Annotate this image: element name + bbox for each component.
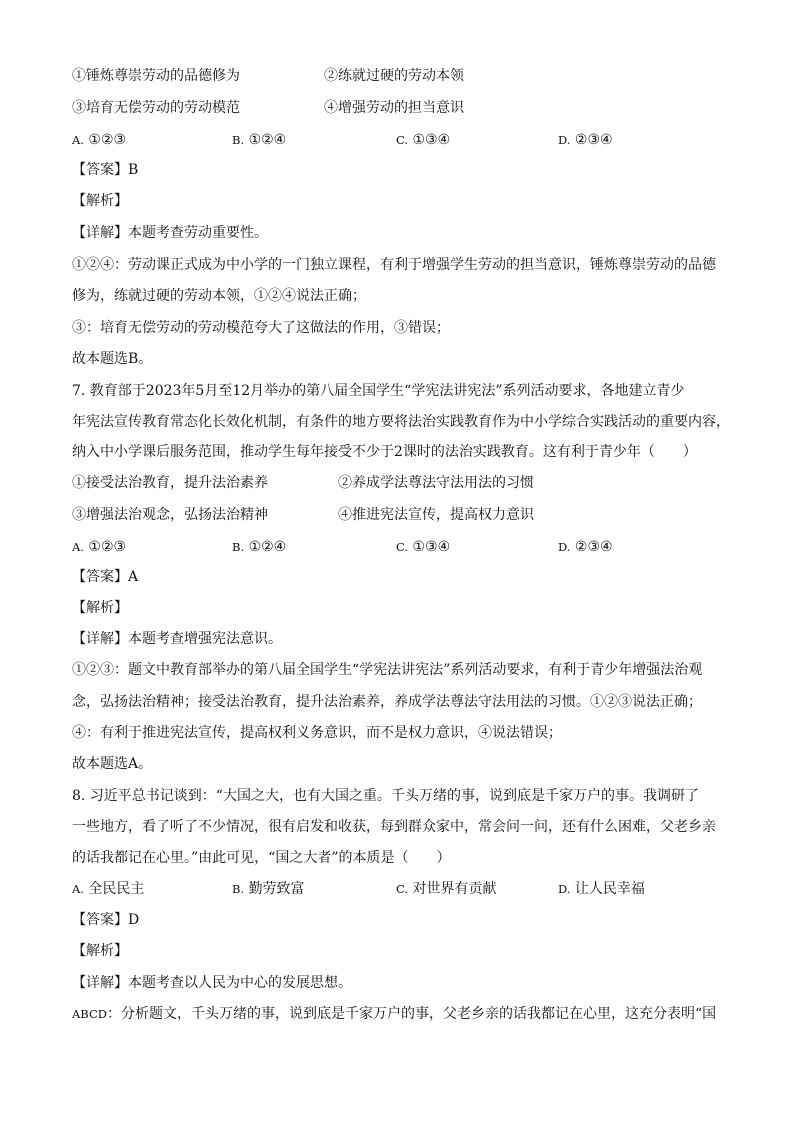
q7-choice-b — [232, 537, 286, 557]
q8-choice-b — [232, 879, 305, 899]
choice-letter: B. — [232, 133, 245, 147]
q6-statement-4: ④增强劳动的担当意识 — [324, 100, 464, 116]
q7-statement-2: ②养成学法尊法守法用法的习惯 — [338, 475, 534, 491]
q8-choice-d — [558, 879, 645, 899]
choice-text: 对世界有贡献 — [412, 881, 497, 897]
choice-text: ①③④ — [412, 132, 451, 148]
q7-stem-line-2: 年宪法宣传教育常态化长效化机制，有条件的地方要将法治实践教育作为中小学综合实践活动的重要内容， — [72, 414, 730, 430]
choice-text: ②③④ — [574, 132, 613, 148]
choice-text: 全民民主 — [88, 881, 145, 897]
q7-answer: 【答案】A — [72, 569, 139, 585]
choice-text: ②③④ — [574, 539, 613, 555]
choice-text: 让人民幸福 — [574, 881, 645, 897]
q7-explanation-line-2: 念，弘扬法治精神；接受法治教育，提升法治素养，养成学法尊法守法用法的习惯。①②③说法正确； — [72, 694, 702, 710]
q7-statement-3: ③增强法治观念，弘扬法治精神 — [72, 507, 268, 523]
q6-analysis-label: 【解析】 — [72, 193, 128, 209]
q7-analysis-label: 【解析】 — [72, 600, 128, 616]
q6-explanation-line-2: 修为，练就过硬的劳动本领，①②④说法正确； — [72, 288, 366, 304]
q8-stem-line-2: 一些地方，看了听了不少情况，很有启发和收获，每到群众家中，常会问一问，还有什么困难，父老乡亲 — [72, 819, 716, 835]
q7-choice-d — [558, 537, 613, 557]
choice-letter: D. — [558, 133, 571, 147]
q8-explanation-line-1 — [72, 1004, 716, 1024]
q8-choice-c — [396, 879, 497, 899]
q7-stem-line-1: 7. 教育部于2023年5月至12月举办的第八届全国学生“学宪法讲宪法”系列活动要求，各地建立青少 — [72, 383, 685, 399]
choice-text: 勤劳致富 — [248, 881, 305, 897]
choice-text: ①②④ — [248, 132, 287, 148]
q7-statement-4: ④推进宪法宣传，提高权力意识 — [338, 507, 534, 523]
q6-statement-3: ③培育无偿劳动的劳动模范 — [72, 100, 240, 116]
choice-letter: C. — [396, 540, 409, 554]
choice-text: ①②③ — [88, 539, 127, 555]
q7-choice-a — [72, 537, 126, 557]
choice-letter: A. — [72, 882, 84, 896]
q7-choice-c — [396, 537, 450, 557]
q6-statement-1: ①锤炼尊崇劳动的品德修为 — [72, 68, 240, 84]
choice-letter: D. — [558, 882, 571, 896]
q8-analysis-label: 【解析】 — [72, 943, 128, 959]
q8-answer: 【答案】D — [72, 912, 140, 928]
q7-explanation-line-1: ①②③：题文中教育部举办的第八届全国学生“学宪法讲宪法”系列活动要求，有利于青少年增强法治观 — [72, 662, 703, 678]
q6-explanation-line-3: ③：培育无偿劳动的劳动模范夸大了这做法的作用，③错误； — [72, 320, 450, 336]
choice-letter: A. — [72, 133, 84, 147]
explanation-prefix: ABCD — [72, 1007, 107, 1021]
q6-choice-d — [558, 130, 613, 150]
q7-detail: 【详解】本题考查增强宪法意识。 — [72, 631, 282, 647]
q6-conclusion: 故本题选B。 — [72, 351, 153, 367]
choice-letter: B. — [232, 540, 245, 554]
choice-text: ①③④ — [412, 539, 451, 555]
choice-letter: B. — [232, 882, 245, 896]
choice-letter: C. — [396, 882, 409, 896]
q8-choice-a — [72, 879, 144, 899]
choice-text: ①②④ — [248, 539, 287, 555]
q6-answer: 【答案】B — [72, 162, 139, 178]
q7-explanation-line-3: ④：有利于推进宪法宣传，提高权利义务意识，而不是权力意识，④说法错误； — [72, 725, 562, 741]
choice-letter: A. — [72, 540, 84, 554]
q8-stem-line-1: 8. 习近平总书记谈到：“大国之大，也有大国之重。千头万绪的事，说到底是千家万户的事。我调研了 — [72, 788, 699, 804]
q6-choice-c — [396, 130, 450, 150]
q6-choice-a — [72, 130, 126, 150]
q8-stem-line-3: 的话我都记在心里。”由此可见，“国之大者”的本质是（ ） — [72, 850, 451, 866]
explanation-text: ：分析题文，千头万绪的事，说到底是千家万户的事，父老乡亲的话我都记在心里，这充分表明“国 — [107, 1006, 717, 1022]
choice-text: ①②③ — [88, 132, 127, 148]
q6-detail: 【详解】本题考查劳动重要性。 — [72, 225, 268, 241]
choice-letter: D. — [558, 540, 571, 554]
q7-stem-line-3: 纳入中小学课后服务范围，推动学生每年接受不少于2课时的法治实践教育。这有利于青少年（ ） — [72, 444, 697, 460]
q7-conclusion: 故本题选A。 — [72, 756, 153, 772]
q7-statement-1: ①接受法治教育，提升法治素养 — [72, 475, 268, 491]
q6-statement-2: ②练就过硬的劳动本领 — [324, 68, 464, 84]
q6-choice-b — [232, 130, 286, 150]
q6-explanation-line-1: ①②④：劳动课正式成为中小学的一门独立课程，有利于增强学生劳动的担当意识，锤炼尊崇劳动的品德 — [72, 257, 716, 273]
choice-letter: C. — [396, 133, 409, 147]
q8-detail: 【详解】本题考查以人民为中心的发展思想。 — [72, 975, 352, 991]
